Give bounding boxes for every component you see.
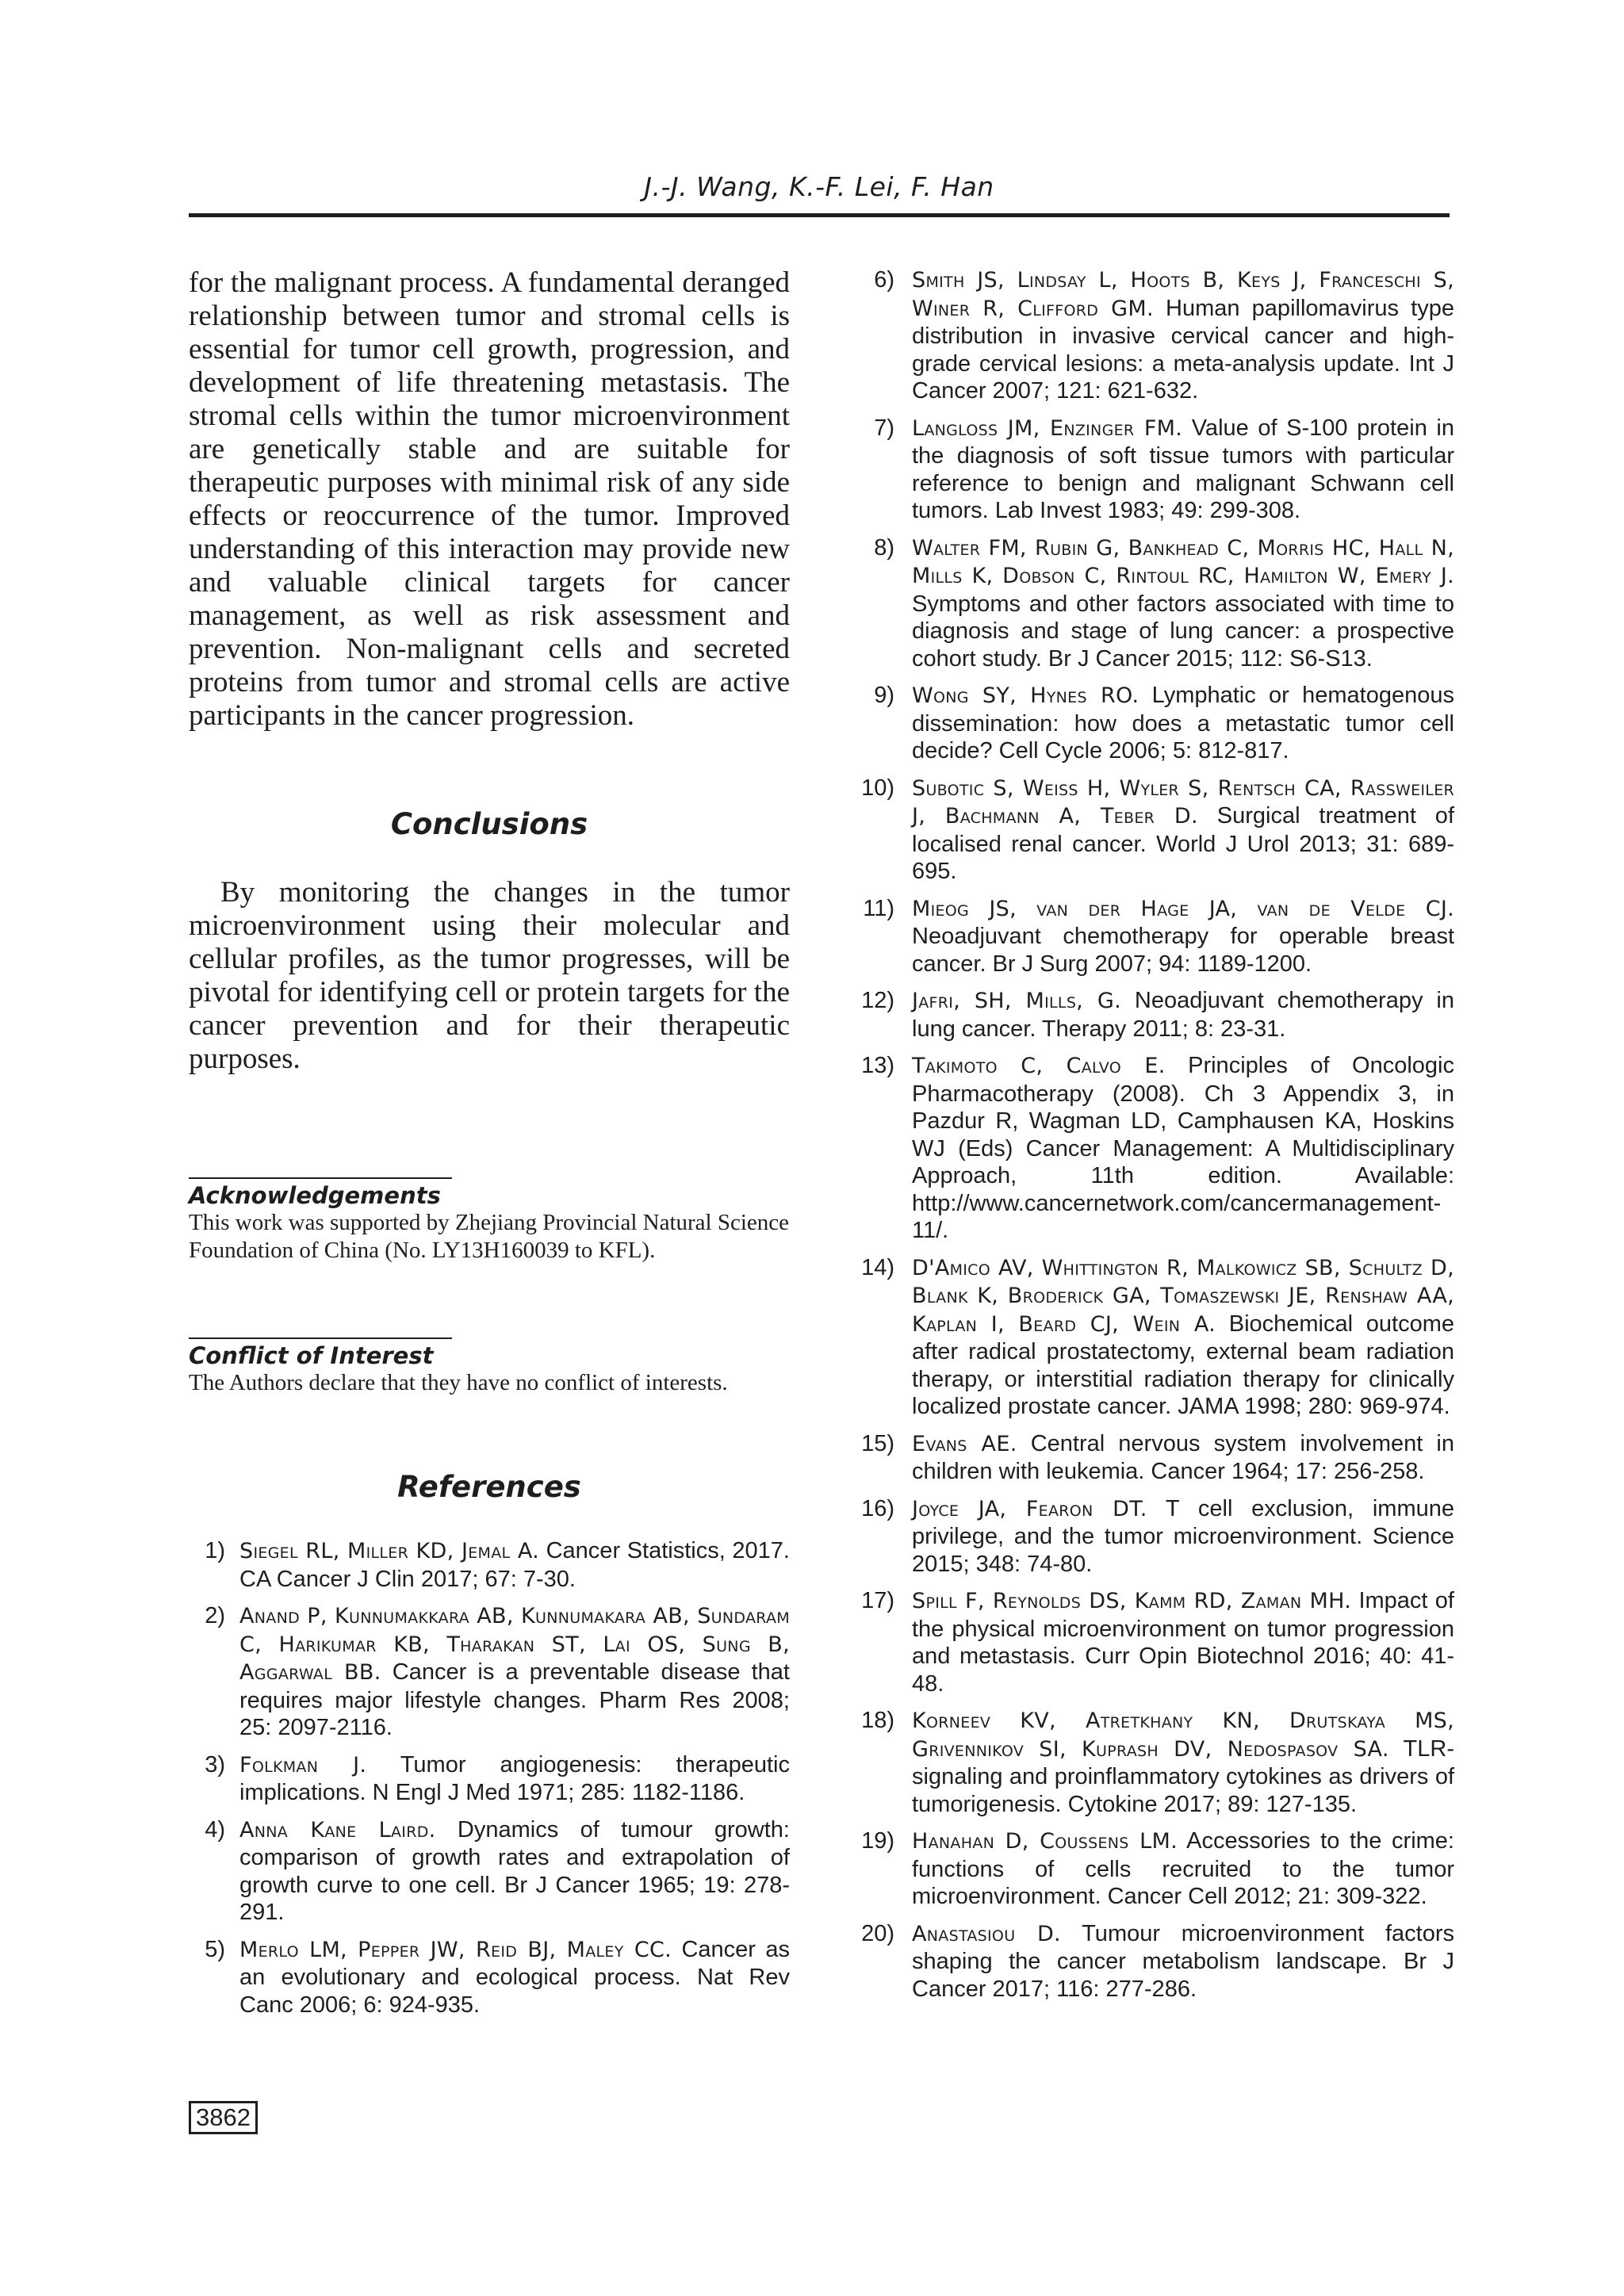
- reference-number: 3): [205, 1751, 225, 1777]
- left-column: [189, 266, 790, 2028]
- reference-list-left: [189, 1537, 790, 2019]
- reference-text: T cell exclusion, immune privilege, and the tumor microenvironment. Science 2015; 348: 74-80.: [912, 1495, 1454, 1577]
- reference-item: [847, 1707, 1454, 1818]
- reference-item: [847, 1430, 1454, 1486]
- reference-authors: Walter FM, Rubin G, Bankhead C, Morris HC, Hall N, Mills K, Dobson C, Rintoul RC, Hamilton W, Emery J.: [912, 535, 1454, 588]
- reference-authors: Subotic S, Weiss H, Wyler S, Rentsch CA, Rassweiler J, Bachmann A, Teber D.: [912, 775, 1454, 828]
- reference-text: Symptoms and other factors associated with time to diagnosis and stage of lung cancer: a prospective cohort study. Br J Cancer 2015; 112: S6-S13.: [912, 591, 1454, 672]
- reference-number: 4): [205, 1816, 225, 1843]
- acknowledgements-rule: [189, 1177, 452, 1179]
- conflict-rule: [189, 1337, 452, 1339]
- reference-list-right: [847, 266, 1454, 2003]
- reference-text: Tumour microenvironment factors shaping the cancer metabolism landscape. Br J Cancer 2017; 116: 277-286.: [912, 1920, 1454, 2002]
- reference-number: 7): [874, 415, 894, 441]
- intro-paragraph: for the malignant process. A fundamental deranged relationship between tumor and stromal cells is essential for tumor cell growth, progression, and development of life threatening metastasis. The stromal cells within the tumor microenvironment are genetically stable and are suitable for therapeutic purposes with minimal risk of any side effects or reoccurrence of the tumor. Improved understanding of this interaction may provide new and valuable clinical targets for cancer management, as well as risk assessment and prevention. Non-malignant cells and secreted proteins from tumor and stromal cells are active participants in the cancer progression.: [189, 266, 790, 732]
- reference-item: [847, 987, 1454, 1043]
- reference-item: [847, 534, 1454, 673]
- reference-text: Accessories to the crime: functions of cells recruited to the tumor microenvironment. Cancer Cell 2012; 21: 309-322.: [912, 1828, 1454, 1909]
- right-column: [847, 266, 1454, 2012]
- reference-text: Cancer Statistics, 2017. CA Cancer J Clin 2017; 67: 7-30.: [239, 1538, 790, 1592]
- reference-text: Tumor angiogenesis: therapeutic implications. N Engl J Med 1971; 285: 1182-1186.: [239, 1751, 791, 1805]
- reference-number: 15): [861, 1430, 894, 1456]
- conclusions-paragraph: By monitoring the changes in the tumor microenvironment using their molecular and cellular profiles, as the tumor progresses, will be pivotal for identifying cell or protein targets for the cancer prevention and for their therapeutic purposes.: [189, 876, 790, 1075]
- reference-text: Principles of Oncologic Pharmacotherapy (2008). Ch 3 Appendix 3, in Pazdur R, Wagman LD, Camphausen KA, Hoskins WJ (Eds) Cancer Management: A Multidisciplinary Approach, 11th edition. Available: http://www.cancernetwork.com/cancermanagement-11/.: [912, 1053, 1454, 1243]
- reference-item: [847, 895, 1454, 978]
- reference-text: Neoadjuvant chemotherapy for operable breast cancer. Br J Surg 2007; 94: 1189-1200.: [912, 924, 1454, 977]
- reference-text: Cancer is a preventable disease that requires major lifestyle changes. Pharm Res 2008; 25: 2097-2116.: [239, 1659, 790, 1740]
- reference-text: Value of S-100 protein in the diagnosis of soft tissue tumors with particular reference to benign and malignant Schwann cell tumors. Lab Invest 1983; 49: 299-308.: [912, 415, 1454, 523]
- reference-number: 17): [861, 1588, 894, 1613]
- reference-item: [847, 1827, 1454, 1911]
- reference-authors: Jafri, SH, Mills, G.: [912, 989, 1121, 1013]
- reference-item: [847, 1495, 1454, 1578]
- reference-authors: Siegel RL, Miller KD, Jemal A.: [239, 1539, 539, 1563]
- conflict-text: The Authors declare that they have no conflict of interests.: [189, 1370, 728, 1395]
- reference-number: 6): [874, 267, 894, 293]
- reference-item: [847, 1920, 1454, 2003]
- reference-text: TLR-signaling and proinflammatory cytokines as drivers of tumorigenesis. Cytokine 2017; 89: 127-135.: [912, 1735, 1454, 1817]
- reference-number: 5): [205, 1936, 225, 1962]
- reference-authors: Korneev KV, Atretkhany KN, Drutskaya MS, Grivennikov SI, Kuprash DV, Nedospasov SA.: [912, 1709, 1454, 1762]
- reference-number: 20): [861, 1920, 894, 1946]
- reference-authors: Joyce JA, Fearon DT.: [912, 1496, 1147, 1521]
- reference-item: [847, 682, 1454, 765]
- reference-text: Cancer as an evolutionary and ecological process. Nat Rev Canc 2006; 6: 924-935.: [239, 1936, 791, 2018]
- conflict-heading: Conflict of Interest: [189, 1342, 434, 1369]
- reference-authors: Folkman J.: [239, 1752, 367, 1777]
- reference-authors: Merlo LM, Pepper JW, Reid BJ, Maley CC.: [239, 1937, 672, 1962]
- reference-authors: Hanahan D, Coussens LM.: [912, 1829, 1178, 1854]
- reference-number: 19): [861, 1828, 894, 1854]
- reference-number: 10): [861, 775, 894, 801]
- reference-item: [189, 1816, 790, 1927]
- reference-number: 12): [861, 988, 894, 1013]
- reference-authors: Langloss JM, Enzinger FM.: [912, 415, 1183, 441]
- reference-number: 18): [861, 1708, 894, 1733]
- reference-authors: Anastasiou D.: [912, 1921, 1061, 1946]
- reference-authors: Smith JS, Lindsay L, Hoots B, Keys J, Franceschi S, Winer R, Clifford GM.: [912, 268, 1454, 321]
- conclusions-heading: Conclusions: [390, 807, 588, 841]
- reference-text: Dynamics of tumour growth: comparison of growth rates and extrapolation of growth curve to one cell. Br J Cancer 1965; 19: 278-291.: [239, 1816, 790, 1925]
- reference-text: Surgical treatment of localised renal cancer. World J Urol 2013; 31: 689-695.: [912, 803, 1454, 884]
- acknowledgements-heading: Acknowledgements: [189, 1182, 441, 1209]
- reference-number: 8): [874, 534, 894, 561]
- reference-text: Impact of the physical microenvironment on tumor progression and metastasis. Curr Opin Biotechnol 2016; 40: 41-48.: [912, 1588, 1454, 1697]
- reference-authors: Anna Kane Laird.: [239, 1817, 436, 1843]
- reference-item: [847, 1587, 1454, 1697]
- reference-item: [189, 1751, 790, 1807]
- reference-item: [847, 1254, 1454, 1421]
- reference-text: Neoadjuvant chemotherapy in lung cancer. Therapy 2011; 8: 23-31.: [912, 988, 1454, 1042]
- reference-number: 11): [863, 895, 894, 921]
- reference-authors: Spill F, Reynolds DS, Kamm RD, Zaman MH.: [912, 1589, 1352, 1613]
- reference-item: [847, 266, 1454, 405]
- reference-authors: Mieog JS, van der Hage JA, van de Velde CJ.: [912, 896, 1454, 921]
- reference-item: [847, 775, 1454, 886]
- references-heading: References: [397, 1470, 581, 1504]
- reference-number: 16): [861, 1495, 894, 1521]
- reference-authors: Takimoto C, Calvo E.: [912, 1054, 1166, 1078]
- reference-item: [189, 1936, 790, 2019]
- reference-number: 1): [205, 1538, 225, 1563]
- header-rule: [189, 213, 1450, 217]
- page-number: 3862: [189, 2101, 258, 2134]
- running-head: J.-J. Wang, K.-F. Lei, F. Han: [644, 171, 994, 202]
- reference-number: 13): [861, 1053, 894, 1078]
- reference-item: [847, 415, 1454, 525]
- reference-text: Human papillomavirus type distribution in invasive cervical cancer and high-grade cervical lesions: a meta-analysis update. Int J Cancer 2007; 121: 621-632.: [912, 295, 1454, 404]
- reference-item: [847, 1052, 1454, 1245]
- reference-text: Lymphatic or hematogenous dissemination: how does a metastatic tumor cell decide? Cell Cycle 2006; 5: 812-817.: [912, 683, 1454, 763]
- acknowledgements-text: This work was supported by Zhejiang Provincial Natural Science Foundation of China (No. LY13H160039 to KFL).: [189, 1210, 790, 1263]
- reference-text: Biochemical outcome after radical prostatectomy, external beam radiation therapy, or interstitial radiation therapy for clinically localized prostate cancer. JAMA 1998; 280: 969-974.: [912, 1311, 1455, 1419]
- reference-number: 9): [874, 683, 894, 708]
- reference-number: 2): [205, 1603, 225, 1628]
- reference-authors: Wong SY, Hynes RO.: [912, 683, 1139, 708]
- reference-authors: D'Amico AV, Whittington R, Malkowicz SB, Schultz D, Blank K, Broderick GA, Tomaszewski JE, Renshaw AA, Kaplan I, Beard CJ, Wein A.: [912, 1255, 1454, 1337]
- reference-text: Central nervous system involvement in children with leukemia. Cancer 1964; 17: 256-258.: [912, 1430, 1454, 1484]
- reference-authors: Anand P, Kunnumakkara AB, Kunnumakara AB, Sundaram C, Harikumar KB, Tharakan ST, Lai OS, Sung B, Aggarwal BB.: [239, 1604, 790, 1685]
- reference-authors: Evans AE.: [912, 1431, 1017, 1456]
- reference-number: 14): [861, 1254, 894, 1280]
- reference-item: [189, 1537, 790, 1593]
- reference-item: [189, 1602, 790, 1742]
